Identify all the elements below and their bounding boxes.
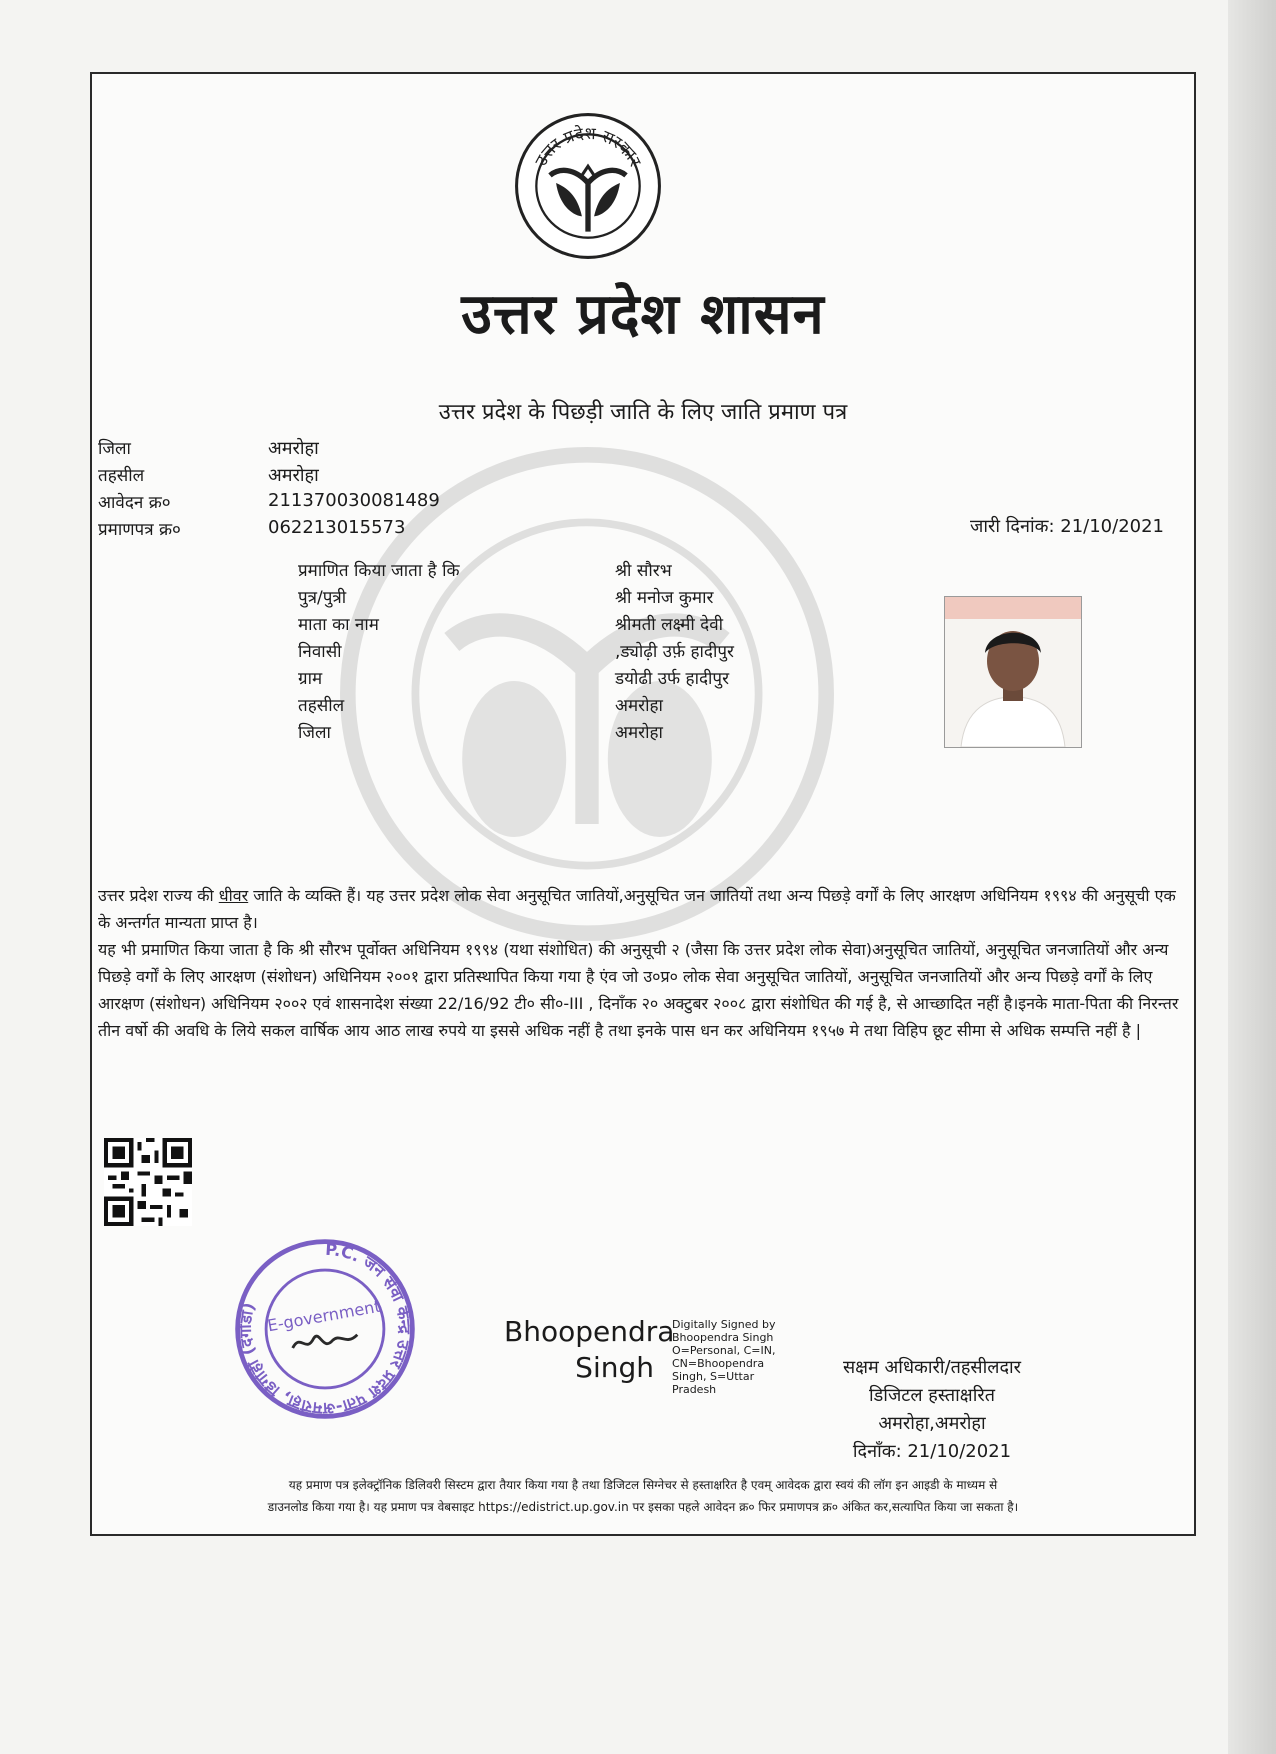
detail-label-resident: निवासी (298, 642, 342, 662)
seal-center-text: E-government (266, 1296, 383, 1336)
applicant-photo-image (945, 597, 1081, 747)
detail-label-child-of: पुत्र/पुत्री (298, 588, 347, 608)
detail-label-certified: प्रमाणित किया जाता है कि (298, 561, 460, 581)
ds-detail-line: Bhoopendra Singh (672, 1331, 774, 1344)
body-paragraph-2: यह भी प्रमाणित किया जाता है कि श्री सौरभ पूर्वोक्त अधिनियम १९९४ (यथा संशोधित) की अनुसूची २ (जैसा कि उत्तर प्रदेश लोक सेवा)अनुसूचित जातियों, अनुसूचित जनजातियों और अन्य पिछड़े वर्गों के लिए आरक्षण (संशोधन) अधिनियम २००१ द्वारा प्रतिस्थापित किया गया है एंव जो उ०प्र० लोक सेवा अनुसूचित जातियों, अनुसूचित जनजातियों और अन्य पिछड़े वर्गों के लिए आरक्षण (संशोधन) अधिनियम २००२ एवं शासनादेश संख्या 22/16/92 टी० सी०-III , दिनाँक २० अक्टुबर २००८ द्वारा संशोधित की गई है, से आच्छादित नहीं है।इनके माता-पिता की निरन्तर तीन वर्षो की अवधि के लिये सकल वार्षिक आय आठ लाख रुपये या इससे अधिक नहीं है तथा इनके पास धन कर अधिनियम १९५७ मे तथा विहिप छूट सीमा से अधिक सम्पत्ति नहीं है | (98, 940, 1179, 1040)
caste-name: धीवर (218, 886, 249, 905)
detail-value-name: श्री सौरभ (615, 561, 672, 581)
certificate-page (90, 72, 1196, 1536)
verification-footer (92, 1474, 1194, 1518)
page-title: उत्तर प्रदेश शासन (461, 281, 825, 347)
watermark-emblem-icon (327, 434, 847, 954)
signature-scribble (293, 1335, 358, 1348)
detail-value-tehsil: अमरोहा (615, 696, 663, 716)
body-paragraph-1 (98, 882, 1186, 936)
up-emblem-icon (512, 110, 664, 262)
detail-label-mother: माता का नाम (298, 615, 379, 635)
detail-value-resident: ,ड्योढ़ी उर्फ़ हादीपुर (615, 642, 734, 662)
seal-ring-text: P.C. जन सेवा केन्द्र उत्तर प्रदेश पता-अमरोहा, डिंगोही (दगोडा) (235, 1239, 415, 1419)
ds-detail-line: CN=Bhoopendra (672, 1357, 765, 1370)
certificate-body (98, 882, 1186, 1044)
emblem-ring-text: उत्तर प्रदेश सरकार (530, 122, 646, 170)
meta-label-certificate-no: प्रमाणपत्र क्र० (98, 520, 181, 540)
detail-value-village: डयोढी उर्फ हादीपुर (615, 669, 730, 689)
applicant-photo (944, 596, 1082, 748)
issuing-officer-block (827, 1354, 1037, 1466)
detail-label-village: ग्राम (298, 669, 323, 689)
ds-detail-line: Singh, S=Uttar (672, 1370, 755, 1383)
qr-code (104, 1138, 192, 1226)
page-edge-shadow (1228, 0, 1276, 1754)
meta-value-certificate-no: 062213015573 (268, 517, 406, 538)
meta-label-application-no: आवेदन क्र० (98, 493, 171, 513)
detail-value-mother: श्रीमती लक्ष्मी देवी (615, 615, 724, 635)
ds-detail-line: O=Personal, C=IN, (672, 1344, 776, 1357)
meta-value-district: अमरोहा (268, 438, 319, 459)
digital-signature-details (672, 1318, 792, 1396)
footer-line-1: यह प्रमाण पत्र इलेक्ट्रॉनिक डिलिवरी सिस्टम द्वारा तैयार किया गया है तथा डिजिटल सिग्नेचर से हस्ताक्षरित है एवम् आवेदक द्वारा स्वयं की लॉग इन आइडी के माध्यम से (288, 1478, 998, 1492)
issue-date-label: जारी दिनांक: (969, 516, 1055, 537)
detail-value-district: अमरोहा (615, 723, 663, 743)
meta-label-district: जिला (98, 439, 131, 459)
certificate-subtitle: उत्तर प्रदेश के पिछड़ी जाति के लिए जाति प्रमाण पत्र (438, 400, 848, 425)
detail-label-tehsil: तहसील (298, 696, 345, 716)
officer-location: अमरोहा,अमरोहा (878, 1413, 986, 1434)
officer-designation: सक्षम अधिकारी/तहसीलदार (842, 1357, 1022, 1378)
meta-value-tehsil: अमरोहा (268, 465, 319, 486)
ds-detail-line: Digitally Signed by (672, 1318, 776, 1331)
digital-signature-name-line1: Bhoopendra (504, 1315, 675, 1348)
body-p1-after: जाति के व्यक्ति हैं। यह उत्तर प्रदेश लोक सेवा अनुसूचित जातियों,अनुसूचित जन जातियों तथा अन्य पिछड़े वर्गों के लिए आरक्षण अधिनियम १९९४ की अनुसूची एक के अन्तर्गत मान्यता प्राप्त है। (98, 886, 1176, 932)
officer-signature-note: डिजिटल हस्ताक्षरित (869, 1385, 995, 1406)
body-p1-before: उत्तर प्रदेश राज्य की (98, 886, 219, 905)
footer-line-2: डाउनलोड किया गया है। यह प्रमाण पत्र वेबसाइट https://edistrict.up.gov.in पर इसका पहले आवेदन क्र० फिर प्रमाणपत्र क्र० अंकित कर,सत्यापित किया जा सकता है। (267, 1500, 1019, 1514)
detail-value-father: श्री मनोज कुमार (615, 588, 714, 608)
digital-signature-name-line2: Singh (575, 1351, 654, 1384)
ds-detail-line: Pradesh (672, 1383, 717, 1396)
officer-date: दिनाँक: 21/10/2021 (852, 1441, 1012, 1462)
meta-value-application-no: 211370030081489 (268, 490, 440, 511)
digital-signature-name (504, 1314, 675, 1386)
issue-date (970, 514, 1164, 538)
issue-date-value: 21/10/2021 (1060, 516, 1164, 537)
detail-label-district: जिला (298, 723, 331, 743)
official-seal-stamp (230, 1234, 420, 1424)
meta-label-tehsil: तहसील (98, 466, 145, 486)
